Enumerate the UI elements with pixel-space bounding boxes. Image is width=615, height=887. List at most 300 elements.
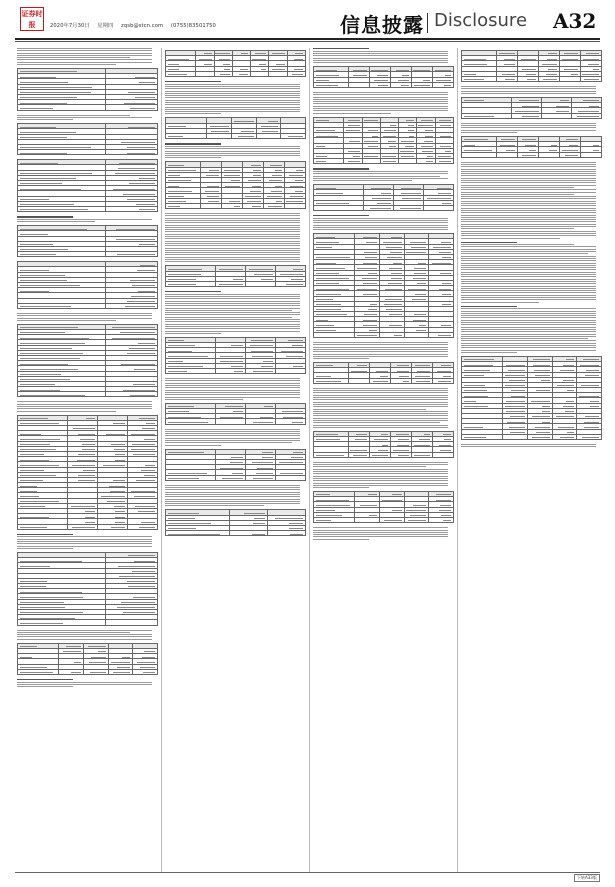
table-cell xyxy=(251,71,269,76)
text-line xyxy=(165,438,300,439)
text-line xyxy=(313,409,426,410)
table-cell xyxy=(314,332,355,337)
table-cell xyxy=(370,452,391,457)
subheading xyxy=(17,679,73,680)
text-line xyxy=(313,99,448,100)
text-line xyxy=(165,303,300,304)
text-line xyxy=(165,326,300,327)
text-line xyxy=(461,203,596,204)
text-block xyxy=(165,84,306,115)
contact-phone: (0755)83501750 xyxy=(170,23,216,29)
text-line xyxy=(461,164,596,165)
text-line xyxy=(461,169,596,170)
text-line xyxy=(165,390,300,391)
text-line xyxy=(461,331,596,332)
text-line xyxy=(313,358,369,359)
table-cell xyxy=(216,475,246,480)
data-table xyxy=(313,491,454,523)
text-line xyxy=(313,176,440,177)
text-line xyxy=(461,246,596,247)
text-line xyxy=(165,399,243,400)
text-line xyxy=(17,408,152,409)
text-line xyxy=(165,314,300,315)
table-cell xyxy=(518,152,539,157)
text-line xyxy=(165,433,300,434)
table-cell xyxy=(281,134,306,139)
table-cell xyxy=(433,452,454,457)
text-block xyxy=(17,48,158,65)
text-line xyxy=(313,108,448,109)
data-table xyxy=(165,265,306,287)
text-line xyxy=(17,53,152,54)
text-line xyxy=(461,288,596,289)
text-line xyxy=(165,248,300,249)
text-block xyxy=(461,123,602,133)
text-line xyxy=(165,331,300,332)
text-line xyxy=(461,446,596,447)
table-cell xyxy=(59,669,84,674)
text-line xyxy=(17,57,130,58)
text-line xyxy=(165,294,300,295)
text-line xyxy=(165,236,300,237)
text-line xyxy=(165,250,300,251)
text-line xyxy=(461,253,588,254)
text-block xyxy=(313,51,454,63)
data-table xyxy=(313,117,454,165)
text-line xyxy=(165,220,300,221)
text-line xyxy=(313,473,448,474)
table-cell xyxy=(429,518,454,523)
text-line xyxy=(17,115,130,116)
text-line xyxy=(313,392,448,393)
text-line xyxy=(461,263,596,264)
text-line xyxy=(17,541,152,542)
text-line xyxy=(461,93,596,94)
table-row xyxy=(462,113,602,118)
text-line xyxy=(165,95,300,96)
data-table xyxy=(17,643,158,675)
text-line xyxy=(313,527,448,528)
text-line xyxy=(313,388,448,389)
table-cell xyxy=(166,134,207,139)
text-line xyxy=(313,342,448,343)
text-line xyxy=(461,286,596,287)
text-block xyxy=(313,342,454,359)
text-block xyxy=(313,218,454,230)
table-cell xyxy=(572,113,602,118)
text-line xyxy=(165,88,300,89)
text-line xyxy=(313,180,412,181)
data-table xyxy=(17,159,158,212)
text-line xyxy=(461,313,596,314)
table-cell xyxy=(166,531,230,536)
text-block xyxy=(17,682,158,688)
table-row xyxy=(314,159,454,164)
text-line xyxy=(461,86,596,87)
column-3 xyxy=(313,48,454,873)
data-table xyxy=(461,356,602,440)
text-line xyxy=(461,329,596,330)
data-table xyxy=(17,552,158,626)
text-line xyxy=(461,185,596,186)
table-cell xyxy=(391,82,412,87)
text-line xyxy=(165,241,300,242)
text-line xyxy=(461,205,596,206)
table-cell xyxy=(108,669,133,674)
text-line xyxy=(461,173,596,174)
text-line xyxy=(165,324,300,325)
text-line xyxy=(461,276,596,277)
text-line xyxy=(17,684,152,685)
table-cell xyxy=(166,475,216,480)
text-line xyxy=(165,312,300,313)
text-line xyxy=(461,340,596,341)
text-line xyxy=(461,281,596,282)
footer-rule xyxy=(15,872,600,873)
text-line xyxy=(461,226,596,227)
text-line xyxy=(461,171,596,172)
text-line xyxy=(313,487,369,488)
table-cell xyxy=(412,378,433,383)
text-line xyxy=(461,91,596,92)
text-block xyxy=(461,244,602,302)
text-line xyxy=(313,402,448,403)
text-line xyxy=(313,534,448,535)
text-line xyxy=(461,322,596,323)
table-cell xyxy=(462,113,512,118)
text-line xyxy=(461,196,596,197)
text-line xyxy=(461,345,596,346)
table-cell xyxy=(222,203,243,208)
text-line xyxy=(313,58,448,59)
table-row xyxy=(18,252,158,257)
text-line xyxy=(461,260,596,261)
table-cell xyxy=(412,82,433,87)
text-line xyxy=(461,180,596,181)
text-line xyxy=(461,187,574,188)
text-line xyxy=(165,494,300,495)
table-cell xyxy=(370,82,391,87)
text-line xyxy=(461,315,596,316)
title-divider xyxy=(427,13,428,33)
header-rule-thick xyxy=(15,38,600,40)
table-cell xyxy=(355,332,380,337)
newspaper-logo xyxy=(20,7,44,31)
text-line xyxy=(165,86,300,87)
continued-tag: 下转A33版 xyxy=(574,874,600,882)
table-cell xyxy=(269,71,287,76)
text-line xyxy=(165,383,300,384)
table-cell xyxy=(18,206,106,211)
table-cell xyxy=(349,452,370,457)
data-table xyxy=(165,161,306,209)
table-cell xyxy=(462,434,503,439)
table-cell xyxy=(18,392,106,397)
text-line xyxy=(313,422,440,423)
text-line xyxy=(461,215,596,216)
text-line xyxy=(461,327,596,328)
data-table xyxy=(461,136,602,158)
text-line xyxy=(313,55,448,56)
text-line xyxy=(461,274,596,275)
table-cell xyxy=(166,419,216,424)
text-line xyxy=(313,397,448,398)
text-line xyxy=(461,320,596,321)
text-line xyxy=(461,192,596,193)
table-cell xyxy=(18,620,106,625)
masthead xyxy=(0,0,615,40)
text-block xyxy=(313,527,454,539)
text-block xyxy=(313,92,454,114)
table-cell xyxy=(379,518,404,523)
text-line xyxy=(313,356,448,357)
text-line xyxy=(313,425,448,426)
table-cell xyxy=(380,159,398,164)
text-line xyxy=(461,256,596,257)
text-line xyxy=(165,499,300,500)
text-line xyxy=(17,539,152,540)
text-line xyxy=(17,536,152,537)
text-line xyxy=(165,435,300,436)
text-line xyxy=(313,229,448,230)
text-line xyxy=(461,132,517,133)
text-line xyxy=(461,302,539,303)
data-table xyxy=(313,362,454,384)
text-line xyxy=(461,324,596,325)
text-line xyxy=(461,210,596,211)
text-line xyxy=(165,93,300,94)
text-line xyxy=(17,630,152,631)
table-cell xyxy=(314,378,349,383)
text-line xyxy=(165,296,300,297)
text-line xyxy=(461,444,596,445)
table-cell xyxy=(18,303,106,308)
table-cell xyxy=(196,71,214,76)
subheading xyxy=(313,215,369,216)
text-line xyxy=(461,175,596,176)
text-line xyxy=(17,219,152,220)
text-line xyxy=(165,489,300,490)
text-line xyxy=(165,238,300,239)
column-1 xyxy=(17,48,158,873)
table-cell xyxy=(433,82,454,87)
text-line xyxy=(17,636,152,637)
text-line xyxy=(313,351,448,352)
text-line xyxy=(461,228,574,229)
text-block xyxy=(461,162,602,239)
table-cell xyxy=(18,252,106,257)
text-line xyxy=(313,483,448,484)
text-line xyxy=(313,478,448,479)
table-cell xyxy=(18,669,59,674)
table-cell xyxy=(166,71,196,76)
table-cell xyxy=(497,76,518,81)
text-line xyxy=(461,334,596,335)
contact-email: zqsb@stcn.com xyxy=(121,23,164,29)
text-line xyxy=(313,536,448,537)
table-cell xyxy=(518,76,539,81)
table-cell xyxy=(429,332,454,337)
text-line xyxy=(313,471,448,472)
text-line xyxy=(461,267,596,268)
text-line xyxy=(165,317,292,318)
table-cell xyxy=(105,392,158,397)
table-row xyxy=(166,281,306,286)
table-cell xyxy=(404,332,429,337)
table-cell xyxy=(364,205,394,210)
text-line xyxy=(313,220,448,221)
table-row xyxy=(314,82,454,87)
text-line xyxy=(165,308,300,309)
text-line xyxy=(313,218,448,219)
table-cell xyxy=(246,419,276,424)
text-line xyxy=(461,343,596,344)
text-line xyxy=(165,501,300,502)
text-line xyxy=(165,380,300,381)
text-block xyxy=(17,115,158,121)
text-line xyxy=(313,178,448,179)
text-line xyxy=(313,101,448,102)
table-cell xyxy=(424,205,454,210)
text-line xyxy=(313,427,448,428)
table-cell xyxy=(349,82,370,87)
text-line xyxy=(461,258,596,259)
table-cell xyxy=(539,76,560,81)
text-line xyxy=(165,245,300,246)
text-line xyxy=(165,148,300,149)
table-row xyxy=(462,434,602,439)
text-line xyxy=(461,317,596,318)
text-line xyxy=(165,319,300,320)
text-line xyxy=(461,201,596,202)
text-line xyxy=(313,466,426,467)
text-line xyxy=(461,125,596,126)
text-line xyxy=(461,219,596,220)
text-line xyxy=(17,313,152,314)
data-table xyxy=(165,449,306,481)
text-block xyxy=(165,485,306,507)
text-line xyxy=(461,224,596,225)
table-cell xyxy=(355,518,380,523)
table-cell xyxy=(435,159,453,164)
text-line xyxy=(165,259,300,260)
text-line xyxy=(17,404,152,405)
table-cell xyxy=(276,281,306,286)
text-line xyxy=(165,91,300,92)
text-line xyxy=(461,238,560,239)
subheading xyxy=(165,143,221,144)
text-line xyxy=(313,395,448,396)
text-line xyxy=(165,225,300,226)
data-table xyxy=(313,66,454,88)
text-line xyxy=(313,103,448,104)
text-line xyxy=(165,385,300,386)
text-line xyxy=(313,347,448,348)
table-cell xyxy=(166,368,216,373)
table-cell xyxy=(349,378,370,383)
text-line xyxy=(165,102,300,103)
text-line xyxy=(313,62,448,63)
data-table xyxy=(17,261,158,309)
text-line xyxy=(461,297,596,298)
text-line xyxy=(165,496,300,497)
table-cell xyxy=(83,669,108,674)
text-line xyxy=(17,318,152,319)
data-table xyxy=(17,324,158,398)
column-2 xyxy=(165,48,306,873)
text-line xyxy=(461,311,596,312)
table-cell xyxy=(231,134,256,139)
logo-text: 证券时报 xyxy=(21,10,43,29)
data-table xyxy=(17,68,158,111)
table-cell xyxy=(98,524,128,529)
table-cell xyxy=(105,252,158,257)
text-line xyxy=(165,310,292,311)
table-cell xyxy=(216,368,246,373)
text-line xyxy=(165,227,300,228)
text-block xyxy=(313,388,454,428)
text-line xyxy=(461,292,596,293)
text-line xyxy=(313,173,448,174)
text-line xyxy=(165,328,300,329)
text-line xyxy=(461,279,596,280)
text-line xyxy=(165,445,221,446)
text-line xyxy=(17,406,152,407)
table-cell xyxy=(399,159,417,164)
text-line xyxy=(165,107,300,108)
text-block xyxy=(17,401,158,411)
text-line xyxy=(17,221,95,222)
text-line xyxy=(17,64,116,65)
text-line xyxy=(17,315,152,316)
table-cell xyxy=(417,159,435,164)
issue-meta xyxy=(50,22,222,29)
table-row xyxy=(166,531,306,536)
text-line xyxy=(461,336,596,337)
text-line xyxy=(461,295,596,296)
text-line xyxy=(165,503,300,504)
table-cell xyxy=(232,71,250,76)
data-table xyxy=(165,117,306,139)
text-line xyxy=(313,60,448,61)
text-line xyxy=(17,632,130,633)
data-table xyxy=(17,225,158,257)
table-cell xyxy=(105,303,158,308)
table-cell xyxy=(512,113,542,118)
table-row xyxy=(18,669,158,674)
section-title-cn: 信息披露 xyxy=(340,13,424,37)
text-line xyxy=(165,261,300,262)
text-line xyxy=(461,352,517,353)
text-block xyxy=(17,630,158,640)
text-line xyxy=(17,546,152,547)
table-cell xyxy=(314,452,349,457)
text-line xyxy=(461,249,596,250)
table-cell xyxy=(581,152,602,157)
text-line xyxy=(461,127,596,128)
table-cell xyxy=(287,71,305,76)
text-line xyxy=(461,88,596,89)
text-line xyxy=(461,235,596,236)
text-line xyxy=(313,399,448,400)
text-line xyxy=(165,153,300,154)
table-cell xyxy=(264,203,285,208)
table-cell xyxy=(18,105,106,110)
table-row xyxy=(18,524,158,529)
table-row xyxy=(314,332,454,337)
text-line xyxy=(461,123,596,124)
table-cell xyxy=(560,152,581,157)
